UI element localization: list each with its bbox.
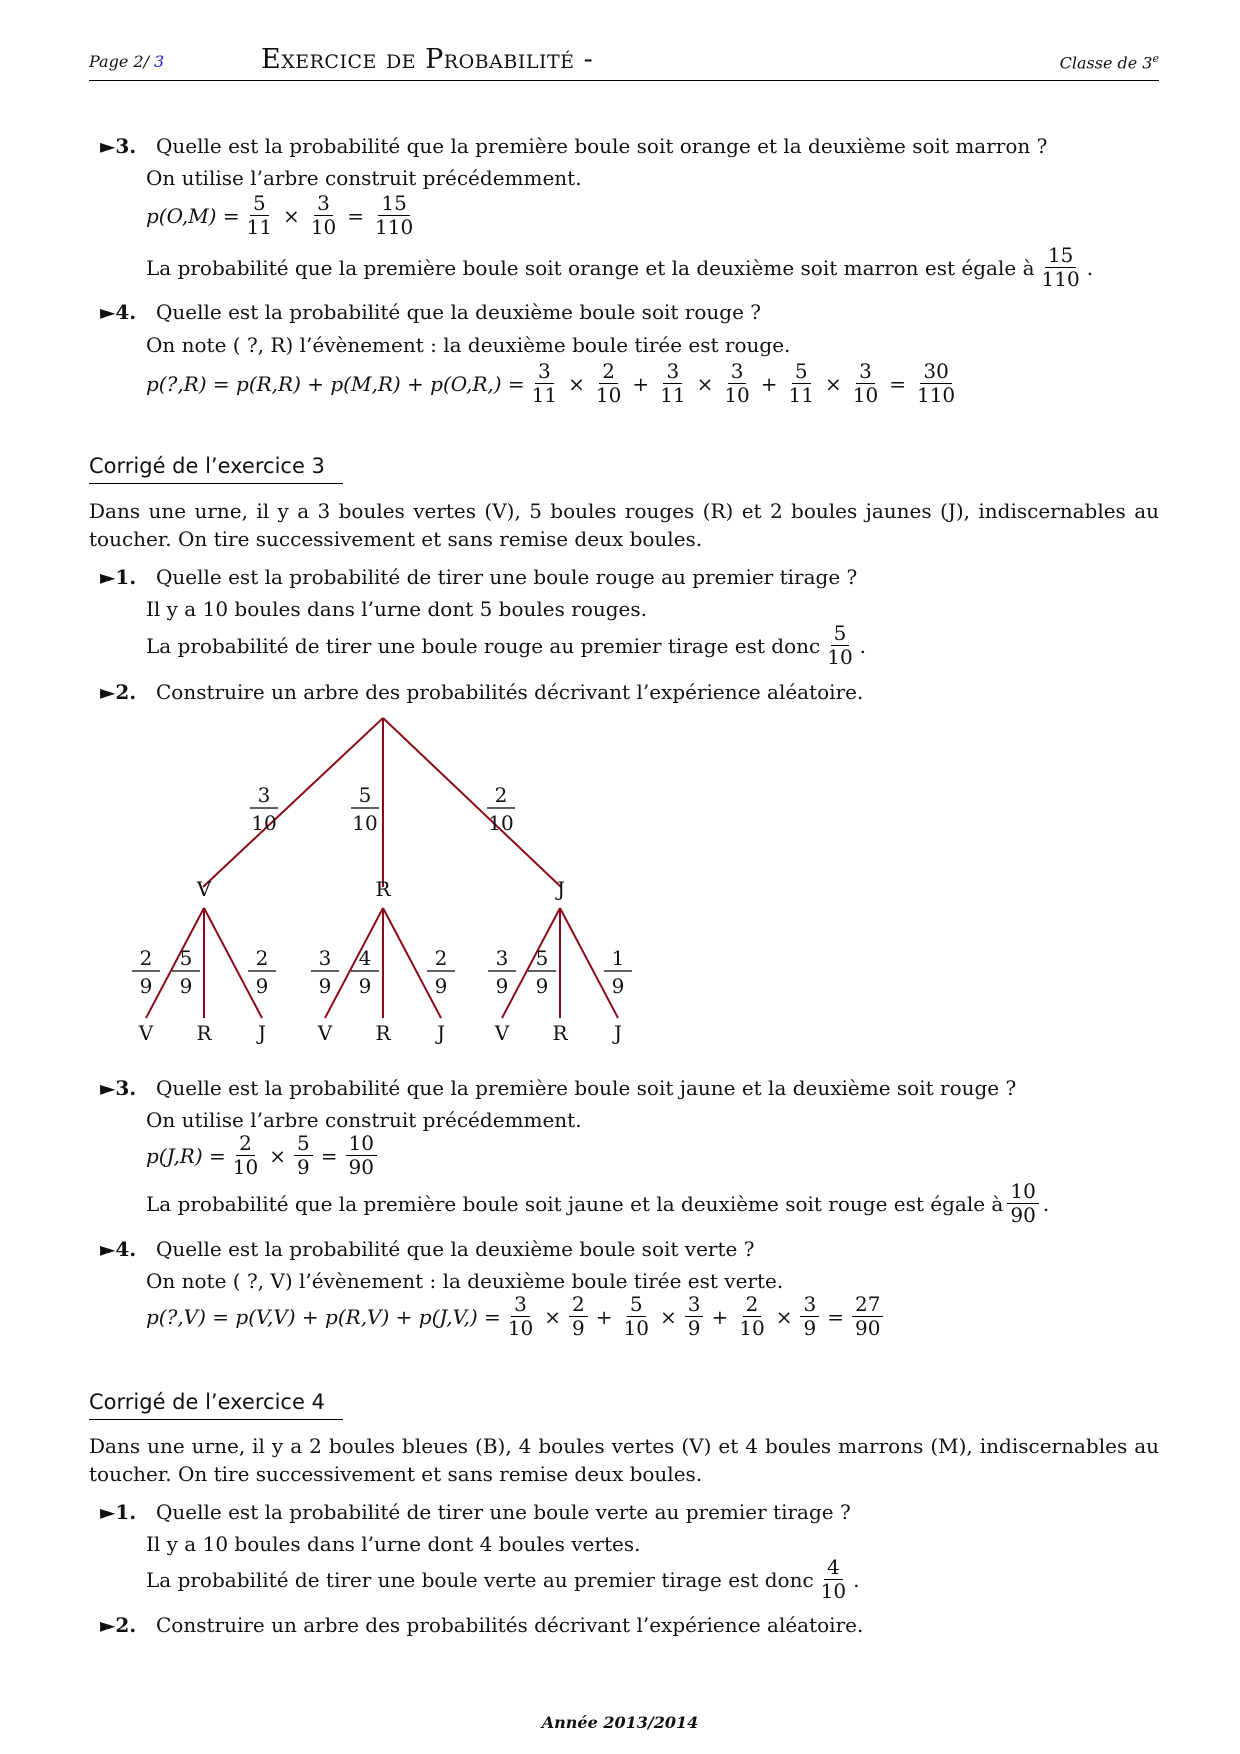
ex3-q1-note: Il y a 10 boules dans l’urne dont 5 boules rouges. xyxy=(146,597,647,621)
fraction: $\frac{5}{11}$ xyxy=(246,191,273,239)
tree-node-level1: R xyxy=(375,877,391,901)
tree-node-level1: J xyxy=(556,877,566,901)
tree-node-level2: J xyxy=(257,1021,267,1045)
branch-prob-level2-numerator: 2 xyxy=(434,946,448,970)
ex4-q1-conclusion: La probabilité de tirer une boule verte au premier tirage est donc $\frac{4}{10}$ . xyxy=(146,1555,860,1603)
branch-prob-level2-numerator: 5 xyxy=(535,946,549,970)
branch-prob-level2-denominator: 9 xyxy=(535,974,549,998)
question-text: Construire un arbre des probabilités décrivant l’expérience aléatoire. xyxy=(156,680,864,704)
branch-prob-level1-denominator: 10 xyxy=(251,811,277,835)
ex4-q1-note: Il y a 10 boules dans l’urne dont 4 boules vertes. xyxy=(146,1532,641,1556)
formula-lhs: p(O,M) = xyxy=(146,203,240,228)
branch-prob-level1-denominator: 10 xyxy=(488,811,514,835)
ex3-q1-conclusion: La probabilité de tirer une boule rouge au premier tirage est donc $\frac{5}{10}$ . xyxy=(146,621,867,669)
question-text: Quelle est la probabilité de tirer une boule verte au premier tirage ? xyxy=(156,1500,851,1524)
ex2-q4-formula: p(?,R) = p(R,R) + p(M,R) + p(O,R,) = $\frac{3}{11}$ × $\frac{2}{10}$ + $\frac{3}{11}$ × $\frac{3}{10}$ + $\frac{5}{11}$ × $\frac{3}{10}$ = $\frac{30}{110}$ xyxy=(146,360,962,407)
ex4-intro: Dans une urne, il y a 2 boules bleues (B), 4 boules vertes (V) et 4 boules marrons (M), indiscernables au toucher. On tire successivement et sans remise deux boules. xyxy=(89,1434,1159,1486)
tree-node-level2: V xyxy=(138,1021,154,1045)
ex2-q4-note: On note ( ?, R) l’évènement : la deuxième boule tirée est rouge. xyxy=(146,333,791,357)
question-text: Quelle est la probabilité de tirer une boule rouge au premier tirage ? xyxy=(156,565,858,589)
ex2-q3-note: On utilise l’arbre construit précédemment. xyxy=(146,166,582,190)
ex3-heading: Corrigé de l’exercice 3 xyxy=(89,454,325,478)
tree-node-level2: V xyxy=(494,1021,510,1045)
page-header xyxy=(89,42,1159,81)
branch-prob-level1-numerator: 5 xyxy=(358,783,372,807)
ex4-heading-underline xyxy=(89,1419,343,1420)
tree-branch-level1 xyxy=(203,718,383,887)
tree-branch-level2 xyxy=(204,908,262,1018)
branch-prob-level1-denominator: 10 xyxy=(352,811,378,835)
probability-tree xyxy=(0,700,1240,1060)
branch-prob-level2-numerator: 2 xyxy=(255,946,269,970)
ex3-heading-underline xyxy=(89,483,343,484)
footer-year: Année 2013/2014 xyxy=(541,1713,699,1732)
ex4-heading: Corrigé de l’exercice 4 xyxy=(89,1390,325,1414)
page-number-prefix: Page 2/ xyxy=(89,52,149,71)
formula-lhs: p(?,V) = p(V,V) + p(R,V) + p(J,V,) = xyxy=(146,1304,501,1329)
question-marker: ►4. xyxy=(100,1237,137,1261)
formula-lhs: p(?,R) = p(R,R) + p(M,R) + p(O,R,) = xyxy=(146,371,525,396)
ex2-q3 xyxy=(100,134,1047,158)
branch-prob-level2-numerator: 2 xyxy=(139,946,153,970)
question-marker: ►1. xyxy=(100,565,137,589)
class-sup: e xyxy=(1152,52,1159,65)
fraction-result: $\frac{27}{90}$ xyxy=(852,1293,883,1340)
question-marker: ►1. xyxy=(100,1500,137,1524)
question-marker: ►2. xyxy=(100,680,137,704)
tree-node-level2: R xyxy=(196,1021,212,1045)
tree-node-level2: R xyxy=(375,1021,391,1045)
question-marker: ►3. xyxy=(100,134,137,158)
branch-prob-level2-numerator: 1 xyxy=(611,946,625,970)
ex3-q4-note: On note ( ?, V) l’évènement : la deuxième boule tirée est verte. xyxy=(146,1269,784,1293)
tree-branch-level2 xyxy=(502,908,560,1018)
class-text: Classe de 3 xyxy=(1059,53,1153,73)
branch-prob-level2-numerator: 4 xyxy=(358,946,372,970)
tree-branch-level2 xyxy=(325,908,383,1018)
question-text: Quelle est la probabilité que la deuxième boule soit rouge ? xyxy=(156,300,761,324)
ex3-q3-conclusion: La probabilité que la première boule soit jaune et la deuxième soit rouge est égale à $\frac{10}{90}$ . xyxy=(146,1179,1050,1227)
tree-branch-level2 xyxy=(146,908,204,1018)
question-text: Quelle est la probabilité que la deuxième boule soit verte ? xyxy=(156,1237,755,1261)
fraction-result: $\frac{15}{110}$ xyxy=(375,191,414,239)
document-title: Exercice de Probabilité - xyxy=(261,44,594,75)
branch-prob-level2-denominator: 9 xyxy=(318,974,332,998)
ex3-q3-formula: p(J,R) = $\frac{2}{10}$ × $\frac{5}{9}$ = $\frac{10}{90}$ xyxy=(146,1132,381,1179)
branch-prob-level1-numerator: 2 xyxy=(494,783,508,807)
branch-prob-level2-denominator: 9 xyxy=(495,974,509,998)
branch-prob-level2-numerator: 3 xyxy=(495,946,509,970)
branch-prob-level2-denominator: 9 xyxy=(139,974,153,998)
question-marker: ►2. xyxy=(100,1613,137,1637)
conclusion-text: La probabilité de tirer une boule rouge au premier tirage est donc xyxy=(146,633,821,658)
conclusion-text: La probabilité que la première boule soit jaune et la deuxième soit rouge est égale à xyxy=(146,1191,1004,1216)
ex3-intro: Dans une urne, il y a 3 boules vertes (V), 5 boules rouges (R) et 2 boules jaunes (J), indiscernables au toucher. On tire successivement et sans remise deux boules. xyxy=(89,499,1159,551)
question-text: Quelle est la probabilité que la première boule soit jaune et la deuxième soit rouge ? xyxy=(156,1076,1017,1100)
class-level xyxy=(1060,52,1159,72)
question-marker: ►3. xyxy=(100,1076,137,1100)
tree-node-level2: V xyxy=(317,1021,333,1045)
fraction-result: $\frac{30}{110}$ xyxy=(916,359,956,407)
ex2-q4 xyxy=(100,300,761,324)
branch-prob-level2-denominator: 9 xyxy=(358,974,372,998)
tree-node-level2: J xyxy=(436,1021,446,1045)
branch-prob-level2-denominator: 9 xyxy=(611,974,625,998)
tree-node-level2: J xyxy=(613,1021,623,1045)
branch-prob-level2-denominator: 9 xyxy=(179,974,193,998)
ex3-q4-formula: p(?,V) = p(V,V) + p(R,V) + p(J,V,) = $\frac{3}{10}$ × $\frac{2}{9}$ + $\frac{5}{10}$ × $\frac{3}{9}$ + $\frac{2}{10}$ × $\frac{3}{9}$ = $\frac{27}{90}$ xyxy=(146,1293,887,1340)
branch-prob-level2-numerator: 5 xyxy=(179,946,193,970)
tree-branch-level2 xyxy=(560,908,618,1018)
conclusion-text: La probabilité que la première boule soit orange et la deuxième soit marron est égale à xyxy=(146,255,1035,280)
page-total-link[interactable]: 3 xyxy=(154,52,165,71)
conclusion-text: La probabilité de tirer une boule verte au premier tirage est donc xyxy=(146,1567,814,1592)
ex2-q3-conclusion: La probabilité que la première boule soit orange et la deuxième soit marron est égale à $\frac{15}{110}$ . xyxy=(146,243,1094,291)
branch-prob-level1-numerator: 3 xyxy=(257,783,271,807)
ex3-q3 xyxy=(100,1076,1016,1100)
ex2-q3-formula: p(O,M) = $\frac{5}{11}$ × $\frac{3}{10}$ = $\frac{15}{110}$ xyxy=(146,192,420,239)
question-text: Quelle est la probabilité que la première boule soit orange et la deuxième soit marron ? xyxy=(156,134,1048,158)
branch-prob-level2-denominator: 9 xyxy=(255,974,269,998)
ex3-q4 xyxy=(100,1237,754,1261)
fraction-result: $\frac{10}{90}$ xyxy=(346,1132,377,1179)
tree-branch-level2 xyxy=(383,908,441,1018)
ex4-q2 xyxy=(100,1613,863,1637)
ex4-q1 xyxy=(100,1500,851,1524)
tree-branch-level1 xyxy=(383,718,561,887)
tree-node-level2: R xyxy=(552,1021,568,1045)
tree-node-level1: V xyxy=(196,877,212,901)
page-number xyxy=(89,52,164,71)
ex3-q1 xyxy=(100,565,857,589)
ex3-q3-note: On utilise l’arbre construit précédemment. xyxy=(146,1108,582,1132)
fraction: $\frac{3}{10}$ xyxy=(310,191,337,239)
branch-prob-level2-numerator: 3 xyxy=(318,946,332,970)
formula-lhs: p(J,R) = xyxy=(146,1143,226,1168)
branch-prob-level2-denominator: 9 xyxy=(434,974,448,998)
question-marker: ►4. xyxy=(100,300,137,324)
fraction: $\frac{15}{110}$ xyxy=(1041,243,1080,291)
question-text: Construire un arbre des probabilités décrivant l’expérience aléatoire. xyxy=(156,1613,864,1637)
